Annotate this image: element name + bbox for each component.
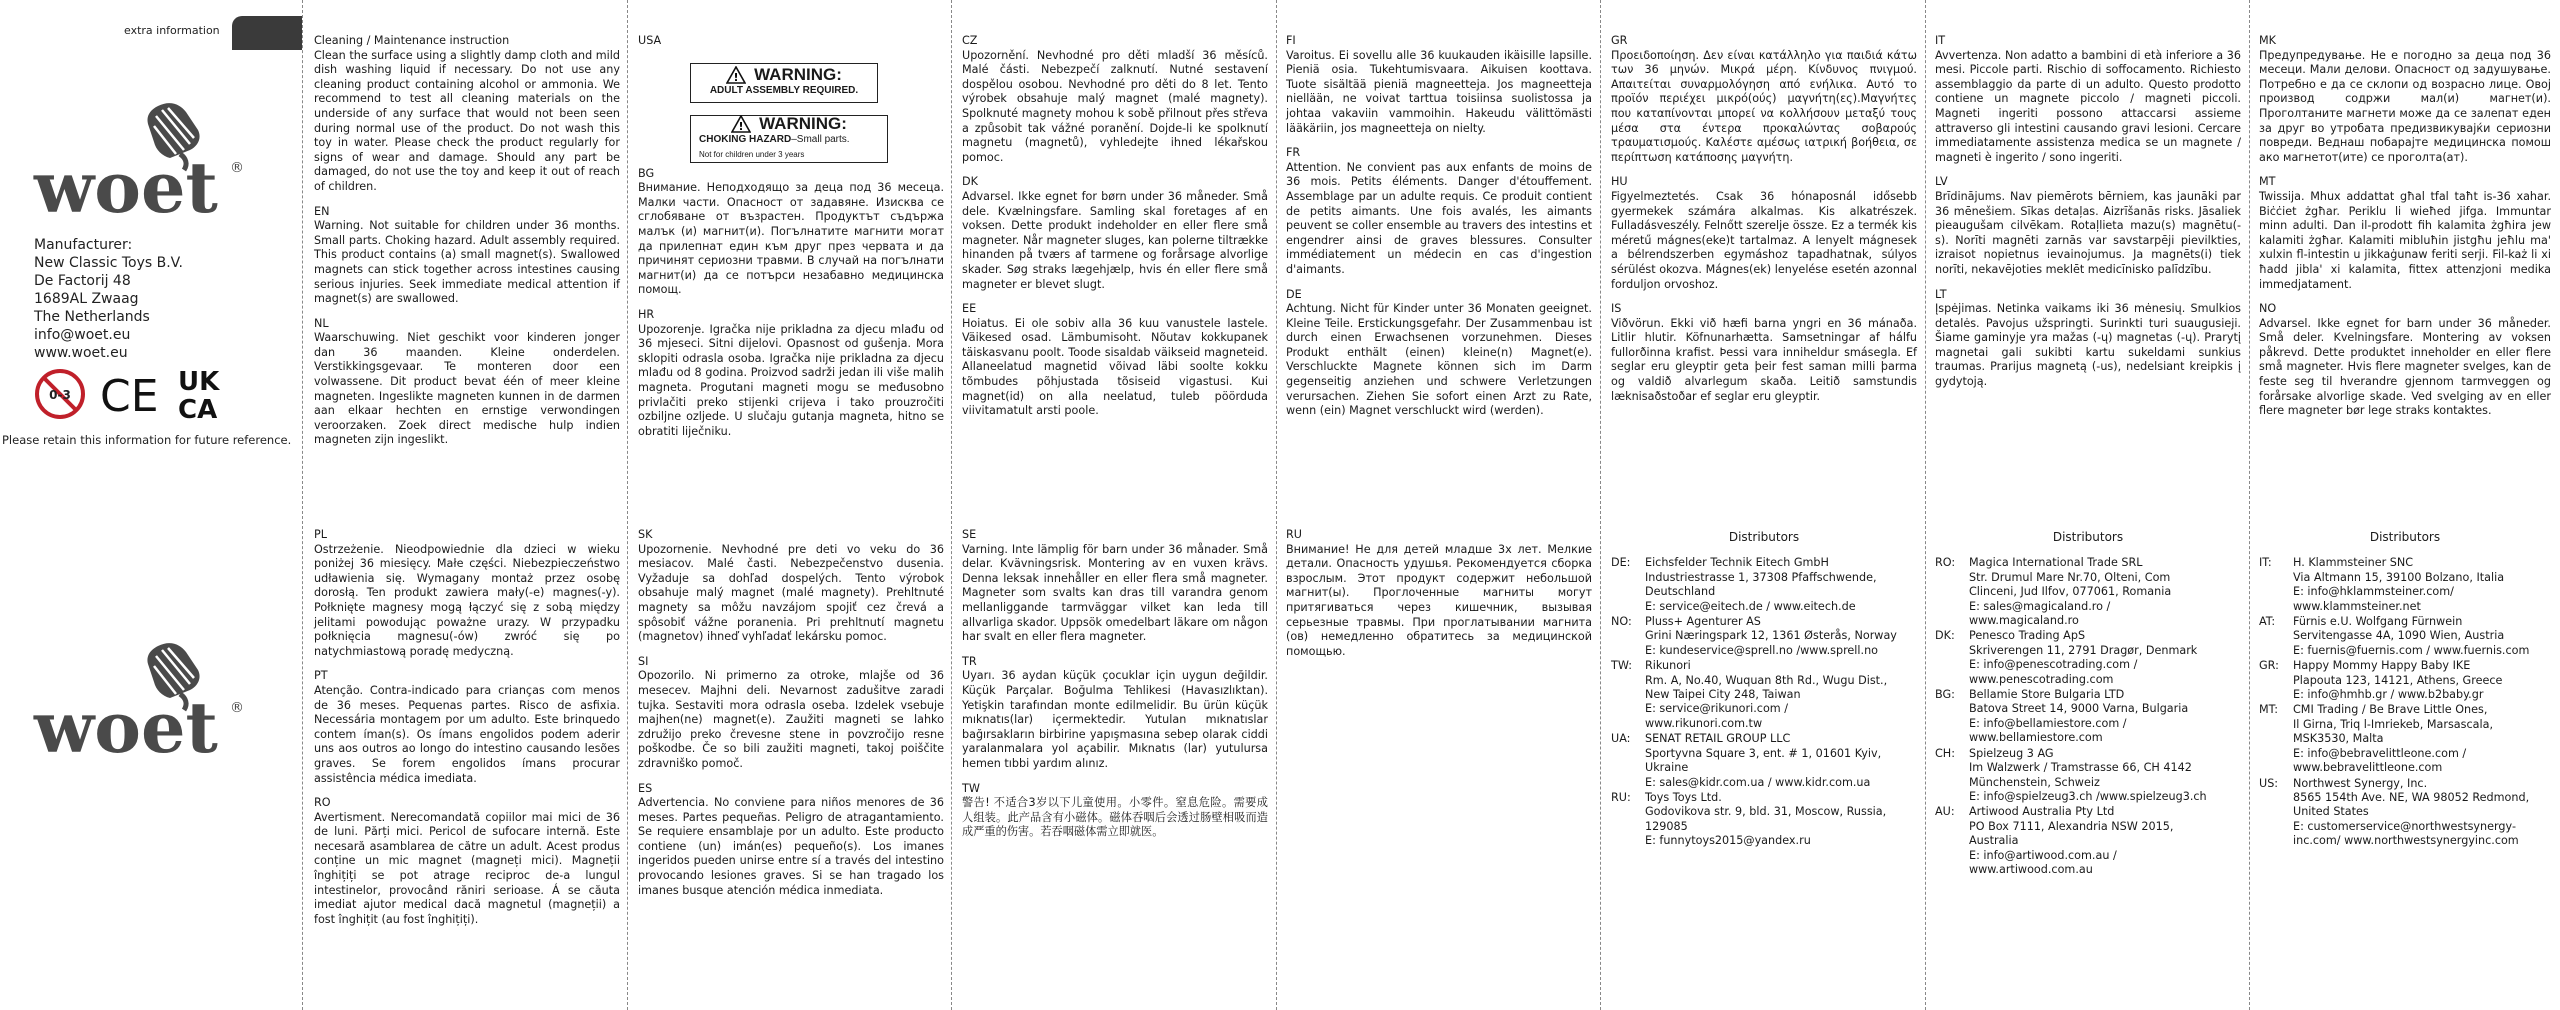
section-body: Varoitus. Ei sovellu alle 36 kuukauden ikäisille lapsille. Pieniä osia. Tukehtumisvaara. Aikuisen koottava. Tuote sisältää pieniä magneetteja. Jos magneetteja niellään, ne voivat tarttua toisiinsa suolistossa ja johtaa vakaviin vammoihin. Hakeudu välittömästi lääkäriin, jos magneetteja on nielty. (1286, 48, 1592, 135)
distributor-line: Skriverengen 11, 2791 Dragør, Denmark (1969, 643, 2198, 657)
distributors-title: Distributors (1728, 530, 1800, 544)
country-code: US: (2259, 776, 2279, 790)
section-heading: RO (314, 796, 331, 810)
section-heading: TR (962, 654, 977, 668)
distributor-line: United States (2293, 805, 2369, 819)
section-heading: SK (638, 528, 653, 541)
section-body: Advarsel. Ikke egnet for børn under 36 måneder. Små dele. Kvælningsfare. Samling skal foretages af en voksen. Dette produkt indeholder en eller flere små magneter. Når magneter sluges, kan polerne tiltrække hinanden på tværs af tarmene og forårsage alvorlige skader. Søg straks lægehjælp, hvis én eller flere små magneter er blevet slugt. (962, 189, 1268, 291)
distributor-line: Magica International Trade SRL (1969, 556, 2143, 570)
section-body: 警告! 不适合3岁以下儿童使用。小零件。窒息危险。需要成人组装。此产品含有小磁体。磁体吞咽后会透过肠壁相吸而造成严重的伤害。若吞咽磁体需立即就医。 (962, 796, 1268, 839)
manufacturer-line: 1689AL Zwaag (34, 291, 139, 307)
manufacturer-line: The Netherlands (34, 309, 150, 325)
distributor-entry (1935, 556, 2241, 628)
distributor-line: Clinceni, Jud Ilfov, 077061, Romania (1969, 585, 2172, 599)
distributor-line: PO Box 7111, Alexandria NSW 2015, (1969, 819, 2174, 833)
distributor-line: E: info@hmhb.gr / www.b2baby.gr (2293, 688, 2484, 702)
woet-logo-bottom (30, 640, 250, 760)
distributor-line: Münchenstein, Schweiz (1969, 775, 2100, 789)
distributor-line: E: info@spielzeug3.ch /www.spielzeug3.ch (1969, 789, 2207, 803)
section-heading: SI (638, 654, 649, 668)
distributor-details (1645, 659, 1917, 731)
distributor-line: Spielzeug 3 AG (1969, 746, 2054, 760)
age-note: Not for children under 3 years (699, 149, 805, 159)
distributors-column-3 (2259, 530, 2551, 850)
section-body: Achtung. Nicht für Kinder unter 36 Monaten geeignet. Kleine Teile. Erstickungsgefahr. Der Zusammenbau ist durch einen Erwachsenen vorzunehmen. Dieses Produkt enthält (einen) kleine(n) Magnet(e). Verschluckte Magnete können sich im Darm gegenseitig anziehen und schwere Verletzungen verursachen. Ziehen Sie sofort einen Arzt zu Rate, wenn (ein) Magnet verschluckt wird (werden). (1286, 302, 1592, 418)
country-code: AT: (2259, 615, 2276, 629)
distributor-list (1611, 556, 1917, 848)
country-code: DE: (1611, 556, 1631, 570)
distributor-line: E: service@eitech.de / www.eitech.de (1645, 599, 1856, 613)
section-body: Avvertenza. Non adatto a bambini di età inferiore a 36 mesi. Piccole parti. Rischio di soffocamento. Richiesto assemblaggio da parte di un adulto. Questo prodotto contiene un magnete piccolo / magneti piccoli. Magneti ingeriti possono attaccarsi assieme attraverso gli intestini causando gravi lesioni. Cercare immediatamente assistenza medica se un magnete / magneti è ingerito / sono ingeriti. (1935, 48, 2241, 164)
section-heading: ES (638, 781, 653, 795)
section-body: Предупредување. Не е погодно за деца под 36 месеци. Мали делови. Опасност од задушување. Потребно е да се склопи од возрасно лице. Овој производ содржи мал(и) магнет(и). Проголтаните магнети може да се залепат еден за друг во утробата предизвикувајќи сериозни повреди. Веднаш побарајте медицинска помош ако магнетот(ите) се проголта(ат). (2259, 48, 2551, 164)
column-ru (1286, 528, 1592, 669)
distributors-column-2 (1935, 530, 2241, 878)
warning-subtext: ADULT ASSEMBLY REQUIRED. (709, 85, 859, 97)
warning-box-choking (690, 115, 888, 163)
distributor-line: Eichsfelder Technik Eitech GmbH (1645, 556, 1829, 570)
section-heading: IS (1611, 302, 1622, 316)
distributors-column-1 (1611, 530, 1917, 850)
column-divider (951, 0, 952, 1010)
section-body: Įspėjimas. Netinka vaikams iki 36 mėnesių. Smulkios detalės. Pavojus užspringti. Surinkti turi suaugusieji. Šiame gaminyje yra mažas (-ų) magnetas (-ų). Prarytį magnetai gali sukibti kartu sukeldami sunkius traumas. Prarijus magnetą (-us), nedelsiant kreipkis į gydytoją. (1935, 302, 2241, 389)
ukca-mark-icon (176, 366, 236, 422)
distributor-line: MSK3530, Malta (2293, 732, 2384, 746)
country-code: CH: (1935, 746, 1955, 760)
distributor-line: Deutschland (1645, 585, 1716, 599)
distributor-list (1935, 556, 2241, 877)
distributor-line: E: info@hklammsteiner.com/ (2293, 585, 2454, 599)
distributor-line: E: service@rikunori.com / (1645, 702, 1789, 716)
section-body: Viðvörun. Ekki við hæfi barna yngri en 36 mánaða. Litlir hlutir. Köfnunarhætta. Samsetningar af hálfu fullorðinna krafist. Þessi vara inniheldur smásegla. Ef seglar eru gleyptir geta þeir fest saman milli þarma og valdið alvarlegum skaða. Leitið samstundis læknisaðstoðar ef seglar eru gleyptir. (1611, 316, 1917, 403)
section-body: Figyelmeztetés. Csak 36 hónaposnál idősebb gyermekek számára alkalmas. Kis alkatrészek. Fulladásveszély. Felnőtt szerelje össze. Ez a termék kis méretű mágnes(eke)t tartalmaz. A lenyelt mágnesek a bélrendszerben egymáshoz tapadhatnak, súlyos sérülést okozva. Mágnes(ek) lenyelése esetén azonnal forduljon orvoshoz. (1611, 189, 1917, 291)
distributor-line: www.klammsteiner.net (2293, 599, 2421, 613)
distributor-line: E: fuernis@fuernis.com / www.fuernis.com (2293, 643, 2530, 657)
ce-mark-icon (100, 371, 162, 417)
section-heading: LT (1935, 287, 1947, 301)
manufacturer-block (34, 236, 183, 362)
section-body: Upozornění. Nevhodné pro děti mladší 36 měsíců. Malé části. Nebezpečí zalknutí. Nutné sestavení dospělou osobou. Nevhodné pro děti do 8 let. Tento výrobek obsahuje malý magnet (malé magnety). Spolknuté magnety mohou k sobě přilnout přes střeva a způsobit tak vážné poranění. Dojde-li ke spolknutí magnetu (magnetů), vyhledejte ihned lékařskou pomoc. (962, 48, 1268, 164)
svg-text:!: ! (738, 120, 744, 133)
section-body: Varning. Inte lämplig för barn under 36 månader. Små delar. Kvävningsrisk. Montering av en vuxen krävs. Denna leksak innehåller en eller flera små magneter. Magneter som svalts kan dras till varandra genom mellanliggande tarmväggar vilket kan leda till allvarliga skador. Uppsök omedelbart läkare om någon har svalt en eller flera magneter. (962, 542, 1268, 644)
age-warning-icon (34, 368, 86, 420)
column-divider (1600, 0, 1601, 1010)
distributor-line: Godovikova str. 9, bld. 31, Moscow, Russia, (1645, 805, 1887, 819)
section-body: Brīdinājums. Nav piemērots bērniem, kas jaunāki par 36 mēnešiem. Sīkas detaļas. Aizrīšanās risks. Jāsaliek pieaugušam cilvēkam. Rotaļlieta mazu(s) magnētu(-s). Norīti magnēti zarnās var savstarpēji pievilkties, izraisot nopietnus ievainojumus. Ja magnēts(i) tiek norīti, nekavējoties meklēt medicīnisko palīdzību. (1935, 189, 2241, 276)
section-body: Ostrzeżenie. Nieodpowiednie dla dzieci w wieku poniżej 36 miesięcy. Małe części. Niebezpieczeństwo udławienia się. Wymagany montaż przez osobę dorosłą. Ten produkt zawiera mały(-e) magnes(-y). Połknięte magnesy mogą łączyć się z sobą między jelitami powodując poważne urazy. W przypadku połknięcia magnesu(-ów) zwróć się po natychmiastową poradę medyczną. (314, 542, 620, 658)
distributor-line: Grini Næringspark 12, 1361 Østerås, Norway (1645, 629, 1897, 643)
section-heading: EN (314, 204, 330, 218)
section-heading: GR (1611, 34, 1628, 47)
distributor-line: E: info@bebravelittleone.com / (2293, 746, 2467, 760)
section-heading: HU (1611, 175, 1628, 189)
woet-logo (30, 100, 250, 220)
distributor-entry (1611, 791, 1917, 849)
distributor-line: Via Altmann 15, 39100 Bolzano, Italia (2293, 570, 2505, 584)
column-divider (1925, 0, 1926, 1010)
section-heading: TW (962, 781, 980, 795)
distributor-details (1969, 747, 2241, 805)
distributor-details (1969, 629, 2241, 687)
column-divider (2249, 0, 2250, 1010)
section-body: Advarsel. Ikke egnet for barn under 36 måneder. Små deler. Kvelningsfare. Montering av voksen påkrevd. Dette produktet inneholder en eller flere små magneter. Hvis flere magneter svelges, kan de feste seg til hverandre gjennom tarmveggen og forårsake alvorlige skade. Ved svelging av en eller flere magneter bør lege straks kontaktes. (2259, 316, 2551, 418)
svg-text:!: ! (733, 71, 739, 85)
distributor-entry (1611, 659, 1917, 731)
distributor-line: Sportyvna Square 3, ent. # 1, 01601 Kyiv, (1645, 746, 1882, 760)
distributor-line: E: kundeservice@sprell.no /www.sprell.no (1645, 643, 1879, 657)
section-body: Προειδοποίηση. Δεν είναι κατάλληλο για παιδιά κάτω των 36 μηνών. Μικρά μέρη. Κίνδυνος πνιγμού. Απαιτείται συναρμολόγηση από ενήλικα. Αυτό το προϊόν περιέχει μικρό(ούς) μαγνήτη(ες).Μαγνήτες που καταπίνονται μπορεί να κολλήσουν μεταξύ τους μέσα στα έντερα προκαλώντας σοβαρούς τραυματισμούς. Καλέστε αμέσως ιατρική βοήθεια, σε περίπτωση κατάποσης μαγνήτη. (1611, 48, 1917, 164)
distributor-details (2293, 556, 2551, 614)
section-heading: USA (638, 34, 662, 47)
distributor-entry (1935, 805, 2241, 877)
registered-mark: ® (230, 160, 244, 176)
distributor-line: www.penescotrading.com (1969, 672, 2114, 686)
manufacturer-line: De Factorij 48 (34, 273, 131, 289)
distributor-line: Str. Drumul Mare Nr.70, Olteni, Com (1969, 570, 2171, 584)
section-body: Warning. Not suitable for children under 36 months. Small parts. Choking hazard. Adult assembly required. This product contains (a) small magnet(s). Swallowed magnets can stick together across intestines causing serious injuries. Seek immediate medical attention if magnet(s) are swallowed. (314, 219, 620, 306)
distributors-title: Distributors (2052, 530, 2124, 544)
retain-note: Please retain this information for future reference. (2, 433, 292, 447)
distributor-details (2293, 777, 2551, 849)
small-parts-text: –Small parts. (791, 134, 850, 145)
column-gr-hu-is (1611, 34, 1917, 414)
distributor-line: E: sales@kidr.com.ua / www.kidr.com.ua (1645, 775, 1871, 789)
section-body: Uyarı. 36 aydan küçük çocuklar için uygun değildir. Küçük Parçalar. Boğulma Tehlikesi (Havasızlıktan). Yetişkin tarafından monte edilmelidir. Bu ürün küçük mıknatıs(lar) içermektedir. Yutulan mıknatıslar bağırsakların birbirine yapışmasına sebep olarak ciddi yaralanmalara yol açabilir. Mıknatıs (lar) yutulursa hemen tıbbi yardım alınız. (962, 669, 1268, 770)
distributors-title: Distributors (2369, 530, 2441, 544)
section-heading: NL (314, 316, 329, 330)
country-code: RU: (1611, 790, 1631, 804)
section-body: Avertisment. Nerecomandată copiilor mai mici de 36 de luni. Părți mici. Pericol de sufocare internă. Este necesară asamblarea de către un adult. Acest produs conține un mic magnet (magneți mici). Magneții înghițiți se pot atrage reciproc de-a lungul intestinelor, provocând răniri serioase. Á se căuta imediat ajutor medical dacă magnetul (magneții) a fost înghițit (au fost înghițiți). (314, 810, 620, 926)
column-sk-si-es (638, 528, 944, 908)
distributor-line: Pluss+ Agenturer AS (1645, 615, 1761, 629)
country-code: TW: (1611, 659, 1633, 673)
section-heading: DK (962, 175, 978, 189)
distributor-line: Il Girna, Triq l-Imriekeb, Marsascala, (2293, 717, 2494, 731)
manufacturer-line: www.woet.eu (34, 345, 128, 361)
distributor-line: Industriestrasse 1, 37308 Pfaffschwende, (1645, 570, 1877, 584)
warning-triangle-icon (731, 115, 751, 133)
column-usa-bg-hr (638, 34, 944, 449)
ce-mark-text: CE (100, 371, 159, 417)
country-code: IT: (2259, 556, 2272, 570)
section-heading: LV (1935, 175, 1948, 189)
country-code: AU: (1935, 805, 1955, 819)
distributor-line: Plapouta 123, 14121, Athens, Greece (2293, 673, 2503, 687)
distributor-line: Fürnis e.U. Wolfgang Fürnwein (2293, 615, 2463, 629)
ukca-top-text: UK (178, 367, 220, 397)
distributor-entry (1935, 747, 2241, 805)
distributor-entry (2259, 556, 2551, 614)
distributor-line: Toys Toys Ltd. (1645, 790, 1722, 804)
distributor-line: Ukraine (1645, 761, 1689, 775)
extra-information-tab (232, 16, 302, 50)
distributor-entry (2259, 659, 2551, 702)
section-heading: PL (314, 528, 327, 541)
warning-word: WARNING: (754, 65, 842, 84)
distributor-line: Batova Street 14, 9000 Varna, Bulgaria (1969, 702, 2189, 716)
distributor-entry (1611, 556, 1917, 614)
warning-word: WARNING: (759, 113, 847, 133)
manufacturer-line: Manufacturer: (34, 237, 133, 253)
section-body: Opozorilo. Ni primerno za otroke, mlajše od 36 mesecev. Majhni deli. Nevarnost zadušitve zaradi tujka. Sestaviti mora odrasla oseba. Izdelek vsebuje majhen(ne) magnet(e). Zaužiti magneti se lahko združijo preko črevesne stene in povzročijo resne poškodbe. Če so bili zaužiti magneti, takoj poiščite zdravniško pomoč. (638, 669, 944, 770)
country-code: DK: (1935, 629, 1955, 643)
section-heading: BG (638, 166, 655, 180)
distributor-details (2293, 703, 2551, 775)
distributor-line: E: customerservice@northwestsynergy- (2293, 819, 2516, 833)
distributor-line: Northwest Synergy, Inc. (2293, 776, 2428, 790)
distributor-entry (2259, 615, 2551, 658)
distributor-entry (1611, 615, 1917, 658)
distributor-line: www.rikunori.com.tw (1645, 716, 1763, 730)
section-body: Hoiatus. Ei ole sobiv alla 36 kuu vanustele lastele. Väikesed osad. Lämbumisoht. Nõutav kokkupanek täiskasvanu poolt. Toode sisaldab väikseid magneteid. Allaneelatud magnetid võivad läbi soolte kokku tõmbudes põhjustada tõsiseid vigastusi. Kui magnet(id) on alla neelatud, tuleb pöörduda viivitamatult arsti poole. (962, 316, 1268, 418)
distributor-details (1645, 556, 1917, 614)
section-heading: MK (2259, 34, 2276, 47)
section-heading: RU (1286, 528, 1302, 541)
distributor-line: Bellamie Store Bulgaria LTD (1969, 688, 2125, 702)
distributor-entry (1935, 629, 2241, 687)
section-body: Waarschuwing. Niet geschikt voor kinderen jonger dan 36 maanden. Kleine onderdelen. Verstikkingsgevaar. Te monteren door een volwassene. Dit product bevat één of meer kleine magneten. Ingeslikte magneten kunnen in de darmen aan elkaar hechten en ernstige verwondingen veroorzaken. Zoek direct medische hulp indien magneten zijn ingeslikt. (314, 331, 620, 447)
section-heading: CZ (962, 34, 978, 47)
distributor-line: 129085 (1645, 819, 1688, 833)
age-badge-text: 0-3 (49, 388, 71, 402)
column-cleaning (314, 34, 620, 458)
section-heading: HR (638, 307, 655, 321)
warning-labels (638, 49, 944, 167)
distributor-details (1969, 688, 2241, 746)
distributor-line: www.artiwood.com.au (1969, 862, 2093, 876)
column-divider (302, 0, 303, 1010)
section-heading: PT (314, 669, 328, 683)
section-heading: EE (962, 302, 977, 316)
column-mk-mt-no (2259, 34, 2551, 429)
distributor-details (1645, 791, 1917, 849)
section-body: Внимание! Не для детей младше 3х лет. Мелкие детали. Опасность удушья. Рекомендуется сборка взрослым. Этот продукт содержит небольшой магнит(ы). Проглоченные магниты могут притягиваться через кишечник, вызывая серьезные травмы. При проглатывании магнита (ов) немедленно обратитесь за медицинской помощью. (1286, 542, 1592, 658)
distributor-line: Rm. A, No.40, Wuquan 8th Rd., Wugu Dist., (1645, 673, 1888, 687)
section-body: Upozorenje. Igračka nije prikladna za djecu mlađu od 36 mjeseci. Sitni dijelovi. Opasnost od gušenja. Mora sklopiti odrasla osoba. Igračka nije prikladna za djecu mlađu od 8 godina. Proizvod sadrži jedan ili više malih magneta. Progutani magneti mogu se međusobno privlačiti preko stijenki crijeva i tako prouzročiti ozbiljne ozljede. U slučaju gutanja magneta, hitno se obratiti liječniku. (638, 322, 944, 438)
country-code: GR: (2259, 659, 2279, 673)
distributor-line: www.magicaland.ro (1969, 614, 2079, 628)
distributor-line: Im Walzwerk / Tramstrasse 66, CH 4142 (1969, 761, 2192, 775)
country-code: BG: (1935, 688, 1955, 702)
distributor-details (2293, 659, 2551, 702)
section-body: Clean the surface using a slightly damp cloth and mild dish washing liquid if necessary. Do not use any cleaning product containing alcohol or ammonia. We recommend to test all cleaning materials on the underside of any surface that would not been seen during normal use of the product. Do not wash this toy in water. Please check the product regularly for signs of wear and damage. Should any part be damaged, do not use the toy and keep it out of reach of children. (314, 48, 620, 193)
section-heading: FI (1286, 34, 1296, 47)
distributor-line: SENAT RETAIL GROUP LLC (1645, 732, 1791, 746)
distributor-line: Rikunori (1645, 659, 1691, 673)
distributor-line: H. Klammsteiner SNC (2293, 556, 2414, 570)
distributor-line: E: info@penescotrading.com / (1969, 658, 2138, 672)
distributor-line: Happy Mommy Happy Baby IKE (2293, 659, 2471, 673)
column-se-tr-tw (962, 528, 1268, 850)
distributor-entry (1611, 732, 1917, 790)
distributor-line: inc.com/ www.northwestsynergyinc.com (2293, 834, 2519, 848)
distributor-details (2293, 615, 2551, 658)
distributor-details (1969, 805, 2241, 877)
section-heading: MT (2259, 175, 2276, 189)
distributor-line: E: info@artiwood.com.au / (1969, 848, 2117, 862)
logo-wordmark: woet (34, 146, 218, 220)
distributor-entry (2259, 703, 2551, 775)
column-divider (1276, 0, 1277, 1010)
country-code: NO: (1611, 615, 1632, 629)
ukca-bottom-text: CA (178, 395, 218, 422)
distributor-line: Penesco Trading ApS (1969, 629, 2086, 643)
section-body: Внимание. Неподходящо за деца под 36 месеца. Малки части. Опасност от задавяне. Изисква се сглобяване от възрастен. Продуктът съдържа малък (и) магнит(и). Погълнатите магнити могат да прилепнат един към друг през червата и да причинят сериозни травми. В случай на погълнати магнит(и) да се потърси незабавно медицинска помощ. (638, 181, 944, 297)
distributor-line: www.bebravelittleone.com (2293, 761, 2443, 775)
distributor-line: www.bellamiestore.com (1969, 731, 2103, 745)
certification-marks (34, 366, 254, 422)
distributor-details (1645, 732, 1917, 790)
distributor-line: E: funnytoys2015@yandex.ru (1645, 834, 1811, 848)
section-heading: FR (1286, 146, 1301, 160)
choking-hazard-text: CHOKING HAZARD (699, 134, 792, 145)
section-body: Advertencia. No conviene para niños menores de 36 meses. Partes pequeñas. Peligro de atragantamiento. Se requiere ensamblaje por un adulto. Este producto contiene (un) imán(es) pequeño(s). Los imanes ingeridos pueden unirse entre sí a través del intestino provocando lesiones graves. Si se han tragado los imanes busque atención médica inmediata. (638, 796, 944, 897)
section-heading: DE (1286, 287, 1302, 301)
section-heading: SE (962, 528, 977, 541)
distributor-line: New Taipei City 248, Taiwan (1645, 688, 1801, 702)
distributor-line: Servitengasse 4A, 1090 Wien, Austria (2293, 629, 2505, 643)
distributor-details (1645, 615, 1917, 658)
section-heading: NO (2259, 302, 2277, 316)
section-body: Attention. Ne convient pas aux enfants de moins de 36 mois. Petits éléments. Danger d'étouffement. Assemblage par un adulte requis. Ce produit contient de petits aimants. Une fois avalés, les aimants peuvent se coller ensemble au travers des intestins et engendrer ainsi de graves blessures. Consulter immédiatement un médecin en cas d'ingestion d'aimants. (1286, 160, 1592, 276)
country-code: RO: (1935, 556, 1956, 570)
distributor-line: Australia (1969, 834, 2019, 848)
extra-information-label: extra information (124, 24, 220, 37)
manufacturer-line: info@woet.eu (34, 327, 131, 343)
distributor-line: Artiwood Australia Pty Ltd (1969, 805, 2115, 819)
column-it-lv-lt (1935, 34, 2241, 400)
distributor-line: CMI Trading / Be Brave Little Ones, (2293, 703, 2488, 717)
section-heading: Cleaning / Maintenance instruction (314, 34, 510, 47)
column-pl-pt-ro (314, 528, 620, 937)
column-cz-dk-ee (962, 34, 1268, 429)
distributor-line: 8565 154th Ave. NE, WA 98052 Redmond, (2293, 790, 2530, 804)
manufacturer-line: New Classic Toys B.V. (34, 255, 183, 271)
section-body: Atenção. Contra-indicado para crianças com menos de 36 meses. Pequenas partes. Risco de asfixia. Necessária montagem por um adulto. Este brinquedo contem íman(s). Os ímans engolidos podem aderir uns aos outros ao longo do intestino causando lesões graves. Se forem engolidos ímans procurar assistência médica imediata. (314, 683, 620, 785)
distributor-line: E: info@bellamiestore.com / (1969, 716, 2127, 730)
distributor-line: E: sales@magicaland.ro / (1969, 599, 2111, 613)
distributor-entry (1935, 688, 2241, 746)
section-heading: IT (1935, 34, 1946, 47)
distributor-details (1969, 556, 2241, 628)
distributor-list (2259, 556, 2551, 848)
distributor-entry (2259, 777, 2551, 849)
country-code: UA: (1611, 732, 1631, 746)
warning-triangle-icon (726, 66, 746, 84)
warning-box-assembly (690, 63, 878, 103)
logo-wordmark: woet (34, 686, 218, 760)
section-body: Upozornenie. Nevhodné pre deti vo veku do 36 mesiacov. Malé časti. Nebezpečenstvo dusenia. Vyžaduje sa dohľad dospelých. Tento výrobok obsahuje malý magnet (malé magnety). Prehltnuté magnety sa môžu navzájom spojiť cez črevá a spôsobiť vážne poranenia. Pri prehltnutí magnetu (magnetov) ihneď vyhľadať lekársku pomoc. (638, 542, 944, 644)
registered-mark: ® (230, 700, 244, 716)
column-fi-fr-de (1286, 34, 1592, 429)
section-body: Twissija. Mhux addattat għal tfal taħt is-36 xahar. Biċċiet żgħar. Periklu li wieħed jifga. Immuntar minn adulti. Dan il-prodott fih kalamita żgħira jew kalamiti żgħar. Kalamiti mibluħin jistgħu jeħlu ma' xulxin fl-intestin u jikkaġunaw feriti serji. Fil-każ li xi ħadd jibla' xi kalamita, fittex attenzjoni medika immedjatament. (2259, 189, 2551, 291)
country-code: MT: (2259, 703, 2279, 717)
column-divider (627, 0, 628, 1010)
